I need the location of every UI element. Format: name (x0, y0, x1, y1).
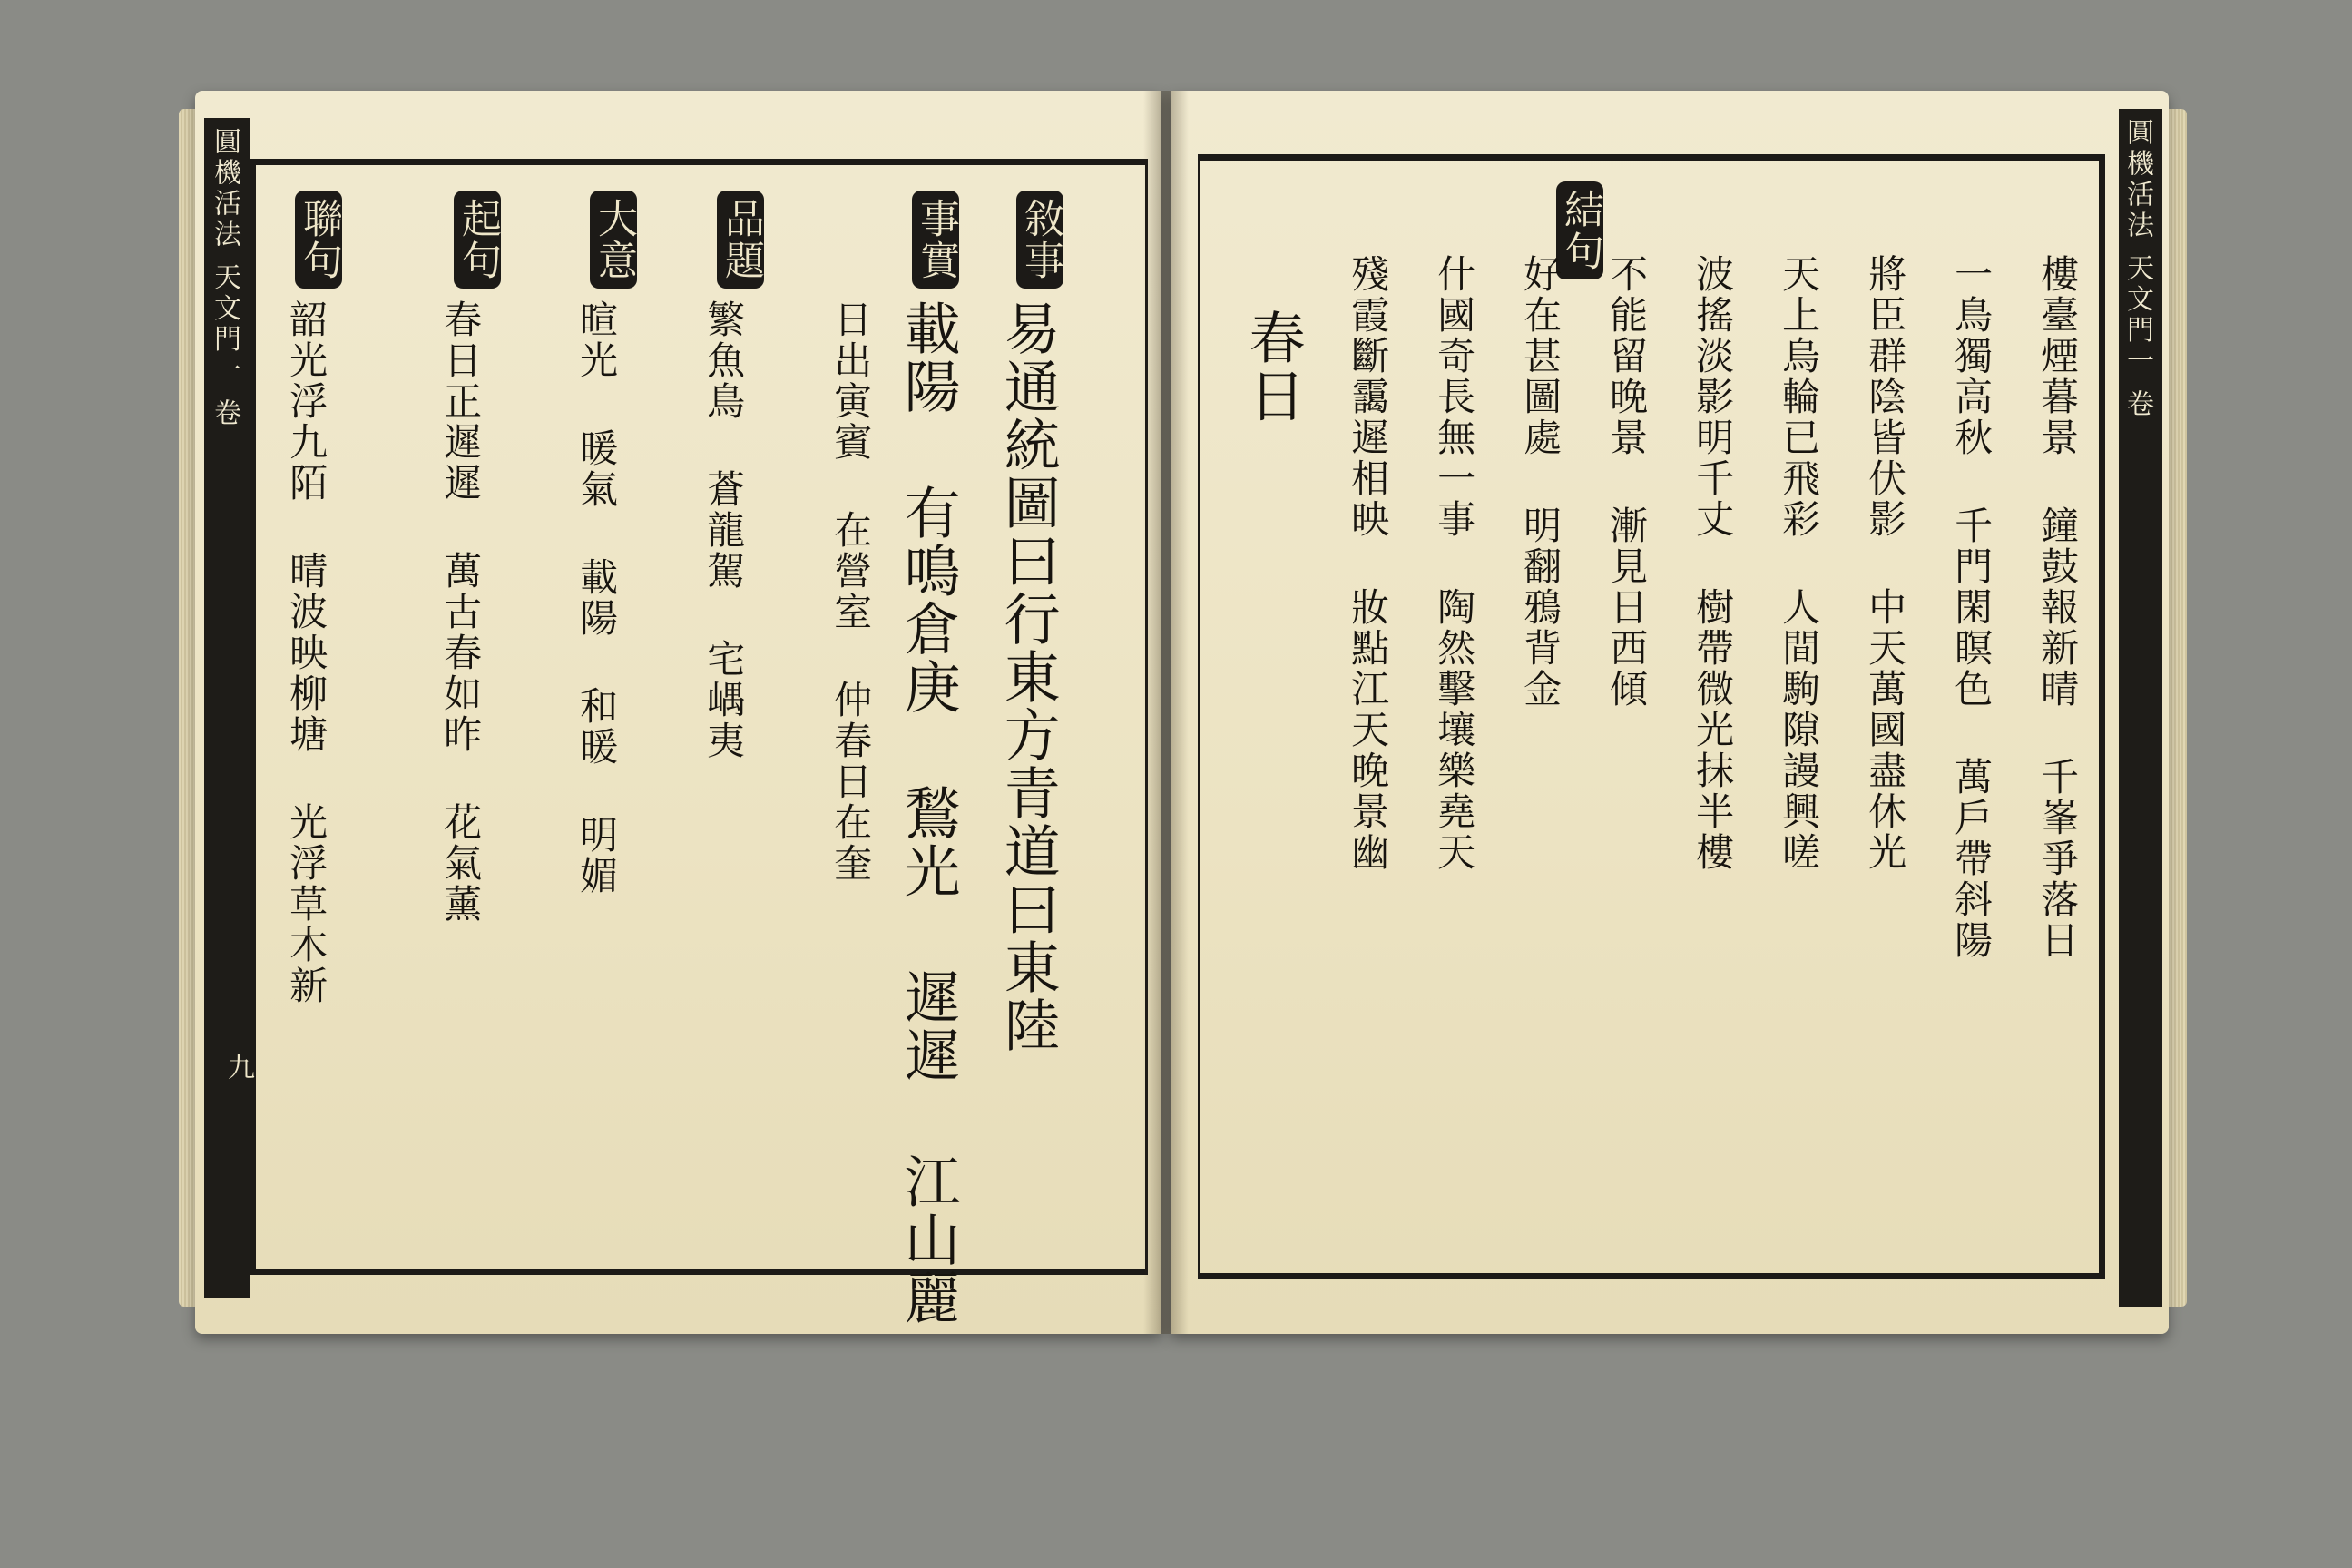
text-column-6: 春日正遲遲 萬古春如昨 花氣薰 (438, 299, 484, 925)
verse-column-3: 將臣群陰皆伏影 中天萬國盡休光 (1863, 254, 1908, 873)
verse-column-2: 一鳥獨高秋 千門閑瞑色 萬戶帶斜陽 (1949, 254, 1994, 961)
page-edges-left (179, 109, 195, 1307)
section-label-meaning: 大意 (590, 191, 637, 289)
text-column-3: 日出寅賓 在營室 仲春日在奎 (828, 299, 874, 884)
left-page (195, 91, 1161, 1334)
section-label-couplet: 聯句 (295, 191, 342, 289)
section-label-topic: 品題 (717, 191, 764, 289)
page-edges-right (2169, 109, 2187, 1307)
verse-column-1: 樓臺煙暮景 鐘鼓報新晴 千峯爭落日 (2035, 254, 2081, 961)
verse-column-5: 波搖淡影明千丈 樹帶微光抹半樓 (1690, 254, 1736, 873)
verse-column-8: 什國奇長無一事 陶然擊壤樂堯天 (1432, 254, 1477, 873)
left-page-number: 九 (222, 1053, 254, 1080)
verse-column-7: 好在甚圖處 明翻鴉背金 (1518, 254, 1563, 710)
text-column-1: 易通統圖曰行東方青道曰東陸 (995, 299, 1062, 1054)
section-label-facts: 事實 (912, 191, 959, 289)
text-column-2: 載陽 有鳴倉庚 鶖光 遲遲 江山麗 (895, 299, 962, 1327)
text-column-5: 暄光 暖氣 載陽 和暖 明媚 (574, 299, 620, 897)
right-page (1171, 91, 2169, 1334)
verse-column-4: 天上烏輪已飛彩 人間駒隙謾興嗟 (1777, 254, 1822, 873)
spring-day-heading: 春日 (1240, 309, 1307, 425)
book-gutter (1143, 91, 1189, 1334)
verse-column-9: 殘霞斷靄遲相映 妝點江天晚景幽 (1346, 254, 1391, 873)
text-column-4: 繁魚鳥 蒼龍駕 宅嵎夷 (701, 299, 747, 761)
left-margin-title: 圓機活法 天文門一 卷 (204, 118, 250, 1298)
verse-column-6: 不能留晚景 漸見日西傾 (1604, 254, 1650, 710)
section-label-narration: 敘事 (1016, 191, 1063, 289)
open-book (195, 91, 2169, 1334)
text-column-7: 韶光浮九陌 晴波映柳塘 光浮草木新 (284, 299, 329, 1006)
section-label-opening: 起句 (454, 191, 501, 289)
section-label-closing: 結句 (1556, 181, 1603, 279)
right-margin-title: 圓機活法 天文門一 卷 (2119, 109, 2162, 1307)
